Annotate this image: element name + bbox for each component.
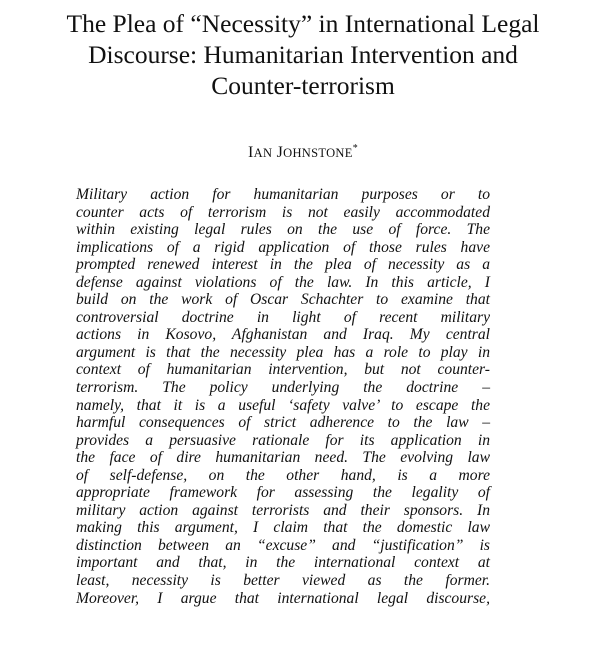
abstract-line: prompted renewed interest in the plea of necessity as a [76,256,490,274]
title-line-1: The Plea of “Necessity” in International Legal [66,9,540,38]
abstract-line: important and that, in the international context at [76,554,490,572]
abstract-line: of self-defense, on the other hand, is a more [76,466,490,484]
abstract-line: least, necessity is better viewed as the former. [76,572,490,590]
abstract-line: build on the work of Oscar Schachter to examine that [76,291,490,309]
abstract-line: military action against terrorists and their sponsors. In [76,501,490,519]
abstract-line: defense against violations of the law. In this article, I [76,273,490,291]
abstract-line: Military action for humanitarian purposes or to [76,186,490,203]
abstract-line: terrorism. The policy underlying the doctrine – [76,379,490,397]
author-first-rest: AN [253,146,273,160]
abstract [76,186,490,607]
abstract-line: context of humanitarian intervention, but not counter- [76,361,490,379]
abstract-line: appropriate framework for assessing the legality of [76,484,490,502]
abstract-line: implications of a rigid application of those rules have [76,238,490,256]
abstract-line: controversial doctrine in light of recent military [76,308,490,326]
abstract-line: harmful consequences of strict adherence to the law – [76,414,490,432]
abstract-line: provides a persuasive rationale for its application in [76,431,490,449]
paper-title [0,8,606,101]
abstract-line: actions in Kosovo, Afghanistan and Iraq. My central [76,326,490,344]
author-last-initial: J [276,144,284,161]
title-line-2: Discourse: Humanitarian Intervention and [88,40,518,69]
author-footnote-marker: * [352,143,358,154]
author-name [0,143,606,163]
abstract-line: within existing legal rules on the use of force. The [76,221,490,239]
abstract-line: counter acts of terrorism is not easily accommodated [76,203,490,221]
abstract-line: Moreover, I argue that international legal discourse, [76,589,490,607]
abstract-line: namely, that it is a useful ‘safety valve’ to escape the [76,396,490,414]
title-line-3: Counter-terrorism [211,71,395,100]
abstract-line: distinction between an “excuse” and “justification” is [76,536,490,554]
abstract-line: the face of dire humanitarian need. The evolving law [76,449,490,467]
abstract-line: argument is that the necessity plea has a role to play in [76,343,490,361]
abstract-line: making this argument, I claim that the domestic law [76,519,490,537]
author-first-initial: I [248,144,254,161]
author-last-rest: OHNSTONE [283,146,353,160]
